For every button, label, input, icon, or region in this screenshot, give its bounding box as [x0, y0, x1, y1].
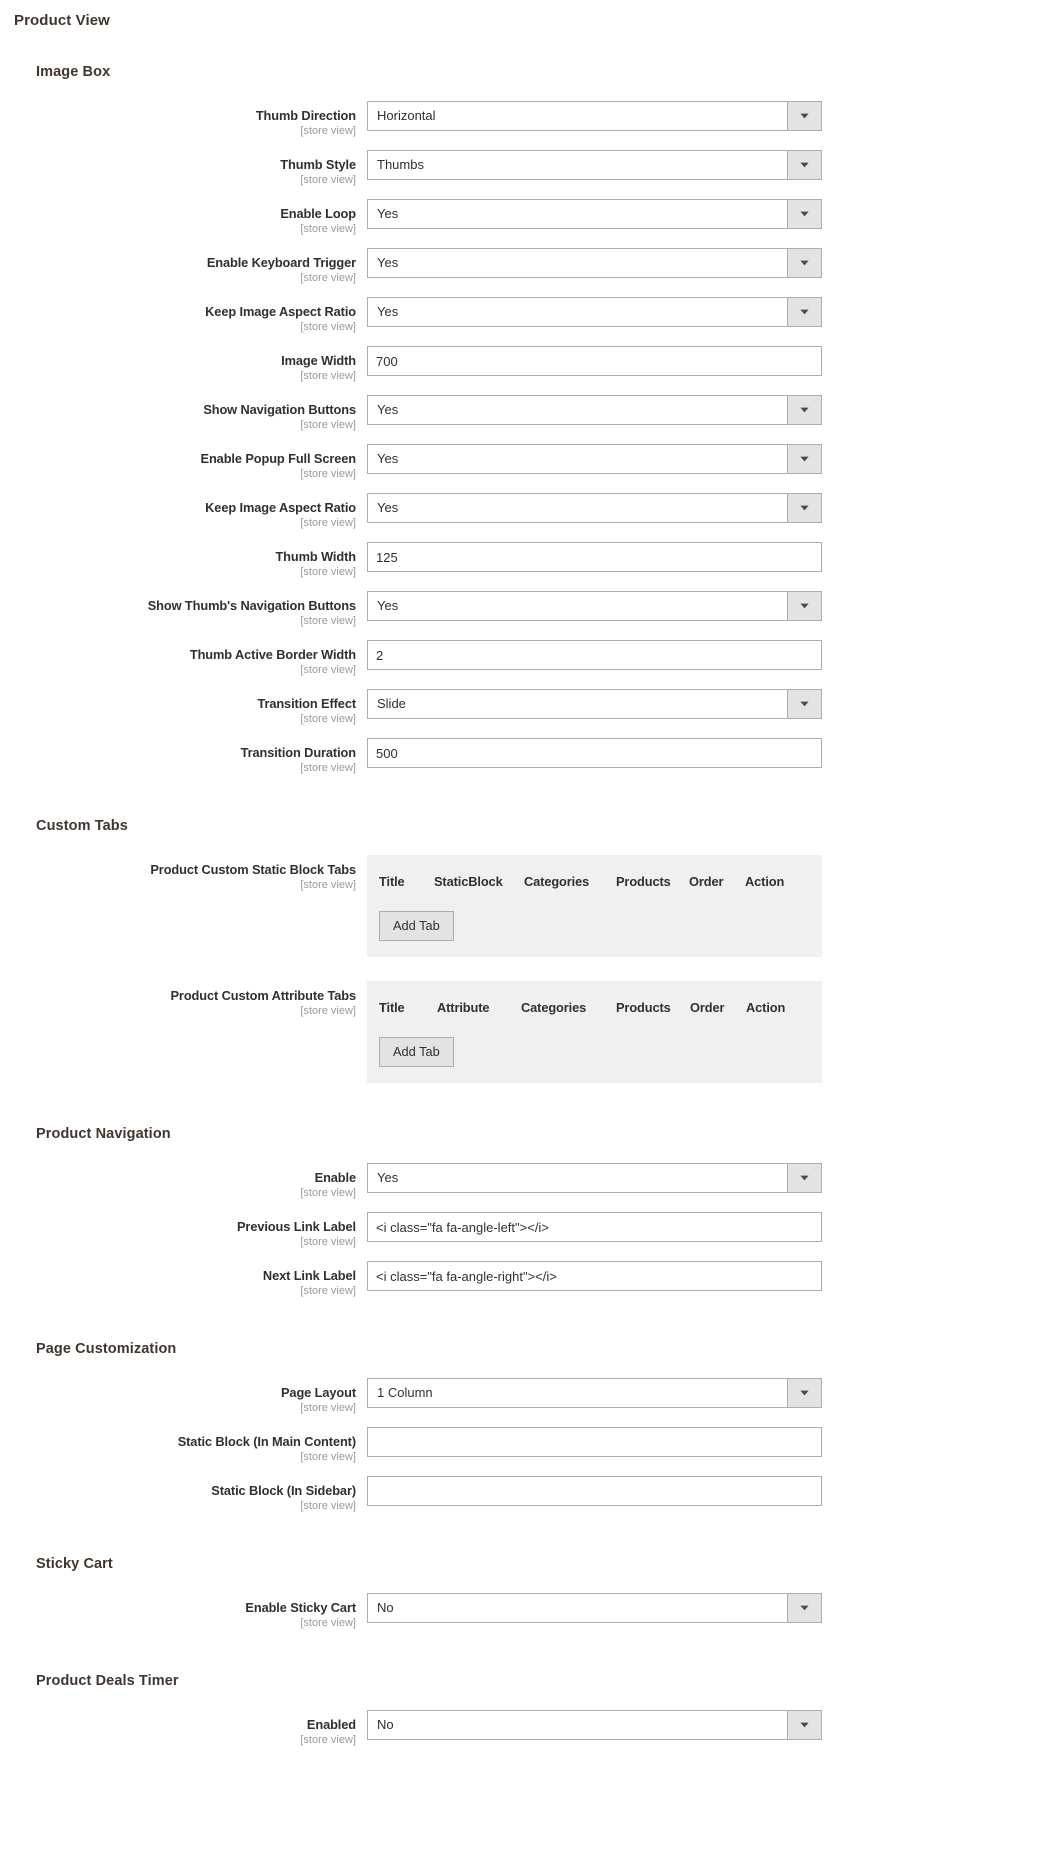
- field-label-enable-loop: [0, 199, 367, 236]
- column-header-action: Action: [745, 874, 785, 889]
- select-value-show-navigation-buttons: Yes: [377, 402, 399, 417]
- column-header-categories: Categories: [524, 874, 590, 889]
- field-scope-label: [store view]: [300, 1285, 356, 1297]
- section-heading-sticky-cart: Sticky Cart: [36, 1556, 113, 1572]
- field-label-enable-keyboard-trigger: [0, 248, 367, 285]
- field-scope-label: [store view]: [300, 223, 356, 235]
- field-label-text: Enabled: [306, 1717, 356, 1732]
- field-scope-label: [store view]: [300, 1402, 356, 1414]
- spacer: [0, 969, 1049, 981]
- field-control-transition-effect: [367, 689, 822, 719]
- field-label-enabled: [0, 1710, 367, 1747]
- field-label-text: Thumb Active Border Width: [189, 647, 356, 662]
- field-control-thumb-style: [367, 150, 822, 180]
- field-control-next-link-label: [367, 1261, 822, 1291]
- field-scope-label: [store view]: [300, 664, 356, 676]
- field-label-transition-duration: [0, 738, 367, 775]
- field-label-text: Enable: [314, 1170, 356, 1185]
- panel-row-product-custom-static-block-tabs: [0, 855, 1049, 957]
- field-row-enabled: [0, 1710, 1049, 1747]
- field-control-transition-duration: [367, 738, 822, 768]
- field-row-enable-sticky-cart: [0, 1593, 1049, 1630]
- panel-control-product-custom-attribute-tabs: [367, 981, 822, 1083]
- field-scope-label: [store view]: [300, 468, 356, 480]
- spacer: [0, 1310, 1049, 1341]
- field-label-text: Page Layout: [281, 1385, 356, 1400]
- section-heading-custom-tabs: Custom Tabs: [36, 818, 128, 834]
- select-page-layout[interactable]: [367, 1378, 822, 1408]
- select-value-enable-keyboard-trigger: Yes: [377, 255, 399, 270]
- select-value-enable-sticky-cart: No: [377, 1600, 394, 1615]
- spacer: [0, 1142, 1049, 1163]
- input-transition-duration[interactable]: [367, 738, 822, 768]
- field-scope-label: [store view]: [300, 272, 356, 284]
- select-keep-image-aspect-ratio-1[interactable]: [367, 297, 822, 327]
- spacer: [0, 787, 1049, 818]
- field-control-enable-loop: [367, 199, 822, 229]
- field-label-next-link-label: [0, 1261, 367, 1298]
- select-enable-loop[interactable]: [367, 199, 822, 229]
- field-label-thumb-style: [0, 150, 367, 187]
- add-tab-button-product-custom-attribute-tabs[interactable]: Add Tab: [379, 1037, 454, 1067]
- spacer: [0, 1689, 1049, 1710]
- panel-label-text: Product Custom Attribute Tabs: [170, 988, 356, 1003]
- field-label-text: Thumb Width: [275, 549, 356, 564]
- chevron-down-icon[interactable]: [787, 592, 821, 620]
- chevron-down-icon[interactable]: [787, 102, 821, 130]
- column-header-order: Order: [689, 874, 724, 889]
- column-header-attribute: Attribute: [437, 1000, 490, 1015]
- field-control-show-thumbs-nav-buttons: [367, 591, 822, 621]
- field-control-enable-popup-full-screen: [367, 444, 822, 474]
- field-control-enabled: [367, 1710, 822, 1740]
- section-heading-image-box: Image Box: [36, 64, 111, 80]
- field-label-text: Image Width: [281, 353, 356, 368]
- field-scope-label: [store view]: [300, 419, 356, 431]
- tabs-panel-body: [379, 893, 810, 941]
- chevron-down-icon[interactable]: [787, 690, 821, 718]
- chevron-down-icon[interactable]: [787, 1379, 821, 1407]
- chevron-down-icon[interactable]: [787, 396, 821, 424]
- panel-scope-label: [store view]: [300, 879, 356, 891]
- field-label-show-thumbs-nav-buttons: [0, 591, 367, 628]
- config-sections: [0, 64, 1049, 1747]
- field-label-text: Enable Sticky Cart: [245, 1600, 356, 1615]
- select-value-enable-loop: Yes: [377, 206, 399, 221]
- field-label-thumb-width: [0, 542, 367, 579]
- column-header-title: Title: [379, 1000, 405, 1015]
- field-scope-label: [store view]: [300, 762, 356, 774]
- field-control-keep-image-aspect-ratio-2: [367, 493, 822, 523]
- field-label-text: Show Navigation Buttons: [203, 402, 356, 417]
- field-label-text: Static Block (In Sidebar): [211, 1483, 356, 1498]
- section-heading-product-deals-timer: Product Deals Timer: [36, 1673, 179, 1689]
- spacer: [0, 1357, 1049, 1378]
- select-value-keep-image-aspect-ratio-1: Yes: [377, 304, 399, 319]
- field-row-transition-effect: [0, 689, 1049, 726]
- field-label-previous-link-label: [0, 1212, 367, 1249]
- field-row-enable: [0, 1163, 1049, 1200]
- select-show-navigation-buttons[interactable]: [367, 395, 822, 425]
- field-label-text: Previous Link Label: [237, 1219, 356, 1234]
- field-scope-label: [store view]: [300, 1236, 356, 1248]
- field-label-image-width: [0, 346, 367, 383]
- field-control-keep-image-aspect-ratio-1: [367, 297, 822, 327]
- field-row-thumb-direction: [0, 101, 1049, 138]
- select-enable-popup-full-screen[interactable]: [367, 444, 822, 474]
- column-header-products: Products: [616, 874, 671, 889]
- chevron-down-icon[interactable]: [787, 249, 821, 277]
- input-static-block-in-main-content[interactable]: [367, 1427, 822, 1457]
- select-value-enable: Yes: [377, 1170, 399, 1185]
- field-label-enable-sticky-cart: [0, 1593, 367, 1630]
- spacer: [0, 1525, 1049, 1556]
- panel-label-product-custom-static-block-tabs: [0, 855, 367, 892]
- add-tab-button-product-custom-static-block-tabs[interactable]: Add Tab: [379, 911, 454, 941]
- field-control-image-width: [367, 346, 822, 376]
- chevron-down-icon[interactable]: [787, 1594, 821, 1622]
- field-control-thumb-direction: [367, 101, 822, 131]
- input-previous-link-label[interactable]: [367, 1212, 822, 1242]
- field-control-enable-sticky-cart: [367, 1593, 822, 1623]
- field-scope-label: [store view]: [300, 125, 356, 137]
- select-thumb-direction[interactable]: [367, 101, 822, 131]
- field-scope-label: [store view]: [300, 1187, 356, 1199]
- field-control-previous-link-label: [367, 1212, 822, 1242]
- field-label-static-block-in-main-content: [0, 1427, 367, 1464]
- field-label-text: Transition Duration: [240, 745, 356, 760]
- field-row-static-block-in-sidebar: [0, 1476, 1049, 1513]
- field-row-transition-duration: [0, 738, 1049, 775]
- field-label-keep-image-aspect-ratio-1: [0, 297, 367, 334]
- spacer: [0, 80, 1049, 101]
- field-scope-label: [store view]: [300, 1500, 356, 1512]
- field-label-text: Thumb Style: [280, 157, 356, 172]
- column-header-action: Action: [746, 1000, 786, 1015]
- input-thumb-active-border-width[interactable]: [367, 640, 822, 670]
- field-label-thumb-active-border-width: [0, 640, 367, 677]
- page-title: Product View: [14, 12, 110, 29]
- field-row-keep-image-aspect-ratio-1: [0, 297, 1049, 334]
- field-row-previous-link-label: [0, 1212, 1049, 1249]
- field-row-show-navigation-buttons: [0, 395, 1049, 432]
- input-next-link-label[interactable]: [367, 1261, 822, 1291]
- tabs-panel-product-custom-attribute-tabs: [367, 981, 822, 1083]
- chevron-down-icon[interactable]: [787, 1711, 821, 1739]
- input-image-width[interactable]: [367, 346, 822, 376]
- tabs-panel-header: [379, 867, 810, 893]
- select-value-transition-effect: Slide: [377, 696, 406, 711]
- field-control-page-layout: [367, 1378, 822, 1408]
- field-row-thumb-width: [0, 542, 1049, 579]
- column-header-title: Title: [379, 874, 405, 889]
- field-label-text: Thumb Direction: [255, 108, 356, 123]
- field-label-text: Keep Image Aspect Ratio: [205, 304, 356, 319]
- field-label-page-layout: [0, 1378, 367, 1415]
- field-row-enable-keyboard-trigger: [0, 248, 1049, 285]
- select-value-thumb-direction: Horizontal: [377, 108, 436, 123]
- select-value-enabled: No: [377, 1717, 394, 1732]
- panel-label-product-custom-attribute-tabs: [0, 981, 367, 1018]
- select-value-thumb-style: Thumbs: [377, 157, 424, 172]
- field-label-text: Show Thumb's Navigation Buttons: [147, 598, 356, 613]
- field-scope-label: [store view]: [300, 321, 356, 333]
- field-label-text: Keep Image Aspect Ratio: [205, 500, 356, 515]
- field-label-transition-effect: [0, 689, 367, 726]
- field-control-show-navigation-buttons: [367, 395, 822, 425]
- section-heading-page-customization: Page Customization: [36, 1341, 177, 1357]
- field-row-enable-popup-full-screen: [0, 444, 1049, 481]
- field-control-thumb-width: [367, 542, 822, 572]
- field-label-static-block-in-sidebar: [0, 1476, 367, 1513]
- field-label-text: Static Block (In Main Content): [177, 1434, 356, 1449]
- spacer: [0, 29, 1049, 64]
- chevron-down-icon[interactable]: [787, 151, 821, 179]
- field-control-static-block-in-main-content: [367, 1427, 822, 1457]
- panel-control-product-custom-static-block-tabs: [367, 855, 822, 957]
- input-thumb-width[interactable]: [367, 542, 822, 572]
- field-control-enable: [367, 1163, 822, 1193]
- field-scope-label: [store view]: [300, 1451, 356, 1463]
- field-scope-label: [store view]: [300, 713, 356, 725]
- field-row-enable-loop: [0, 199, 1049, 236]
- field-control-enable-keyboard-trigger: [367, 248, 822, 278]
- select-value-keep-image-aspect-ratio-2: Yes: [377, 500, 399, 515]
- field-control-static-block-in-sidebar: [367, 1476, 822, 1506]
- spacer: [0, 834, 1049, 855]
- column-header-staticblock: StaticBlock: [434, 874, 503, 889]
- field-row-static-block-in-main-content: [0, 1427, 1049, 1464]
- select-enable-keyboard-trigger[interactable]: [367, 248, 822, 278]
- field-scope-label: [store view]: [300, 370, 356, 382]
- panel-scope-label: [store view]: [300, 1005, 356, 1017]
- panel-row-product-custom-attribute-tabs: [0, 981, 1049, 1083]
- field-row-keep-image-aspect-ratio-2: [0, 493, 1049, 530]
- field-row-next-link-label: [0, 1261, 1049, 1298]
- column-header-categories: Categories: [521, 1000, 587, 1015]
- field-label-show-navigation-buttons: [0, 395, 367, 432]
- column-header-order: Order: [690, 1000, 725, 1015]
- tabs-panel-body: [379, 1019, 810, 1067]
- field-scope-label: [store view]: [300, 517, 356, 529]
- field-row-show-thumbs-nav-buttons: [0, 591, 1049, 628]
- select-keep-image-aspect-ratio-2[interactable]: [367, 493, 822, 523]
- field-scope-label: [store view]: [300, 174, 356, 186]
- column-header-products: Products: [616, 1000, 671, 1015]
- chevron-down-icon[interactable]: [787, 1164, 821, 1192]
- chevron-down-icon[interactable]: [787, 200, 821, 228]
- field-scope-label: [store view]: [300, 566, 356, 578]
- chevron-down-icon[interactable]: [787, 494, 821, 522]
- select-value-page-layout: 1 Column: [377, 1385, 433, 1400]
- field-control-thumb-active-border-width: [367, 640, 822, 670]
- select-enabled[interactable]: [367, 1710, 822, 1740]
- select-transition-effect[interactable]: [367, 689, 822, 719]
- spacer: [0, 1642, 1049, 1673]
- field-scope-label: [store view]: [300, 1617, 356, 1629]
- field-row-thumb-style: [0, 150, 1049, 187]
- spacer: [0, 1572, 1049, 1593]
- field-label-text: Transition Effect: [257, 696, 356, 711]
- field-label-enable: [0, 1163, 367, 1200]
- field-row-image-width: [0, 346, 1049, 383]
- field-scope-label: [store view]: [300, 1734, 356, 1746]
- section-heading-product-navigation: Product Navigation: [36, 1126, 171, 1142]
- field-label-text: Next Link Label: [262, 1268, 356, 1283]
- panel-label-text: Product Custom Static Block Tabs: [150, 862, 356, 877]
- tabs-panel-header: [379, 993, 810, 1019]
- chevron-down-icon[interactable]: [787, 298, 821, 326]
- field-label-text: Enable Popup Full Screen: [200, 451, 356, 466]
- tabs-panel-product-custom-static-block-tabs: [367, 855, 822, 957]
- chevron-down-icon[interactable]: [787, 445, 821, 473]
- field-row-thumb-active-border-width: [0, 640, 1049, 677]
- field-label-enable-popup-full-screen: [0, 444, 367, 481]
- select-enable[interactable]: [367, 1163, 822, 1193]
- input-static-block-in-sidebar[interactable]: [367, 1476, 822, 1506]
- select-value-enable-popup-full-screen: Yes: [377, 451, 399, 466]
- spacer: [0, 1095, 1049, 1126]
- field-scope-label: [store view]: [300, 615, 356, 627]
- field-label-text: Enable Keyboard Trigger: [206, 255, 356, 270]
- select-value-show-thumbs-nav-buttons: Yes: [377, 598, 399, 613]
- field-label-keep-image-aspect-ratio-2: [0, 493, 367, 530]
- field-label-text: Enable Loop: [280, 206, 356, 221]
- select-show-thumbs-nav-buttons[interactable]: [367, 591, 822, 621]
- field-label-thumb-direction: [0, 101, 367, 138]
- select-enable-sticky-cart[interactable]: [367, 1593, 822, 1623]
- field-row-page-layout: [0, 1378, 1049, 1415]
- select-thumb-style[interactable]: [367, 150, 822, 180]
